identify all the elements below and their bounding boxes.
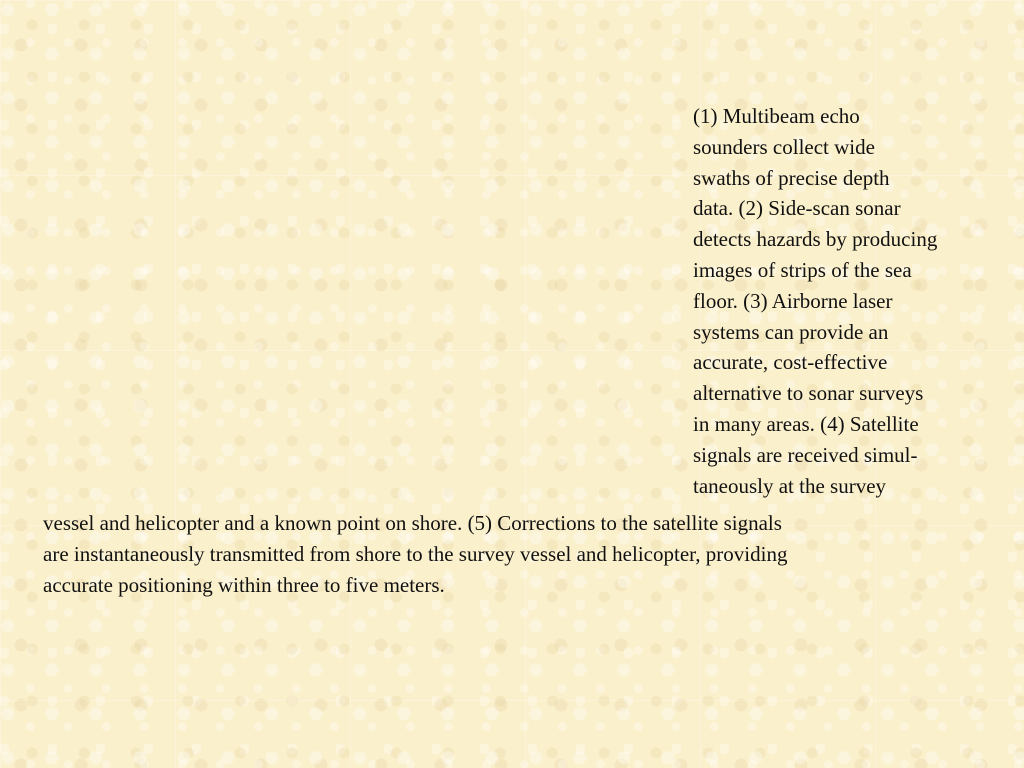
- caption-text-full-width: vessel and helicopter and a known point on shore. (5) Corrections to the satellite signals are instantaneously transmitted from shore to the survey vessel and helicopter, providing accurate positioning within three to five meters.: [43, 511, 788, 597]
- caption-text-column: (1) Multibeam echo sounders collect wide swaths of precise depth data. (2) Side-scan sonar detects hazards by producing images of strips of the sea floor. (3) Airborne laser systems can provide an accurate, cost-effective alternative to sonar surveys in many areas. (4) Satellite signals are received simul- taneously at the survey: [693, 104, 938, 498]
